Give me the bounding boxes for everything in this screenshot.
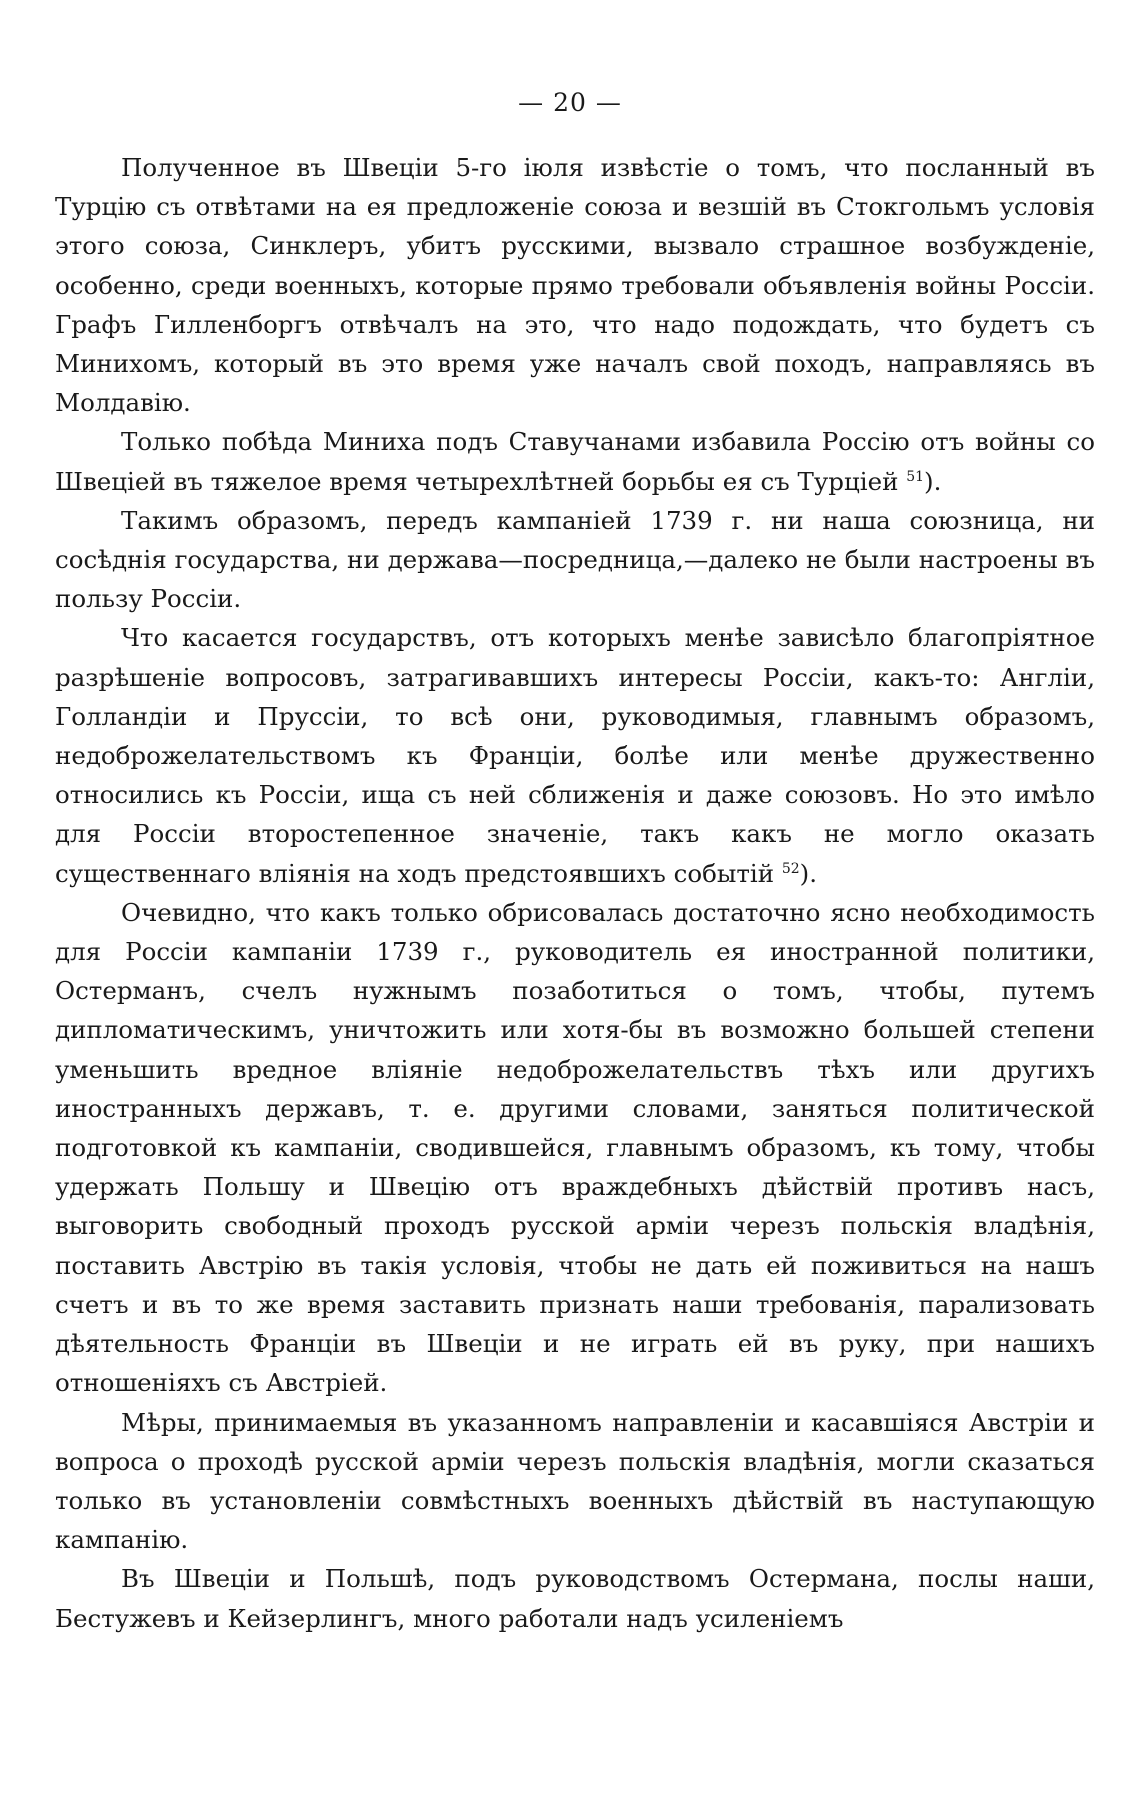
paragraph-7-text: Въ Швецiи и Польшѣ, подъ руководствомъ Остермана, послы наши, Бестужевъ и Кейзерлингъ, много работали надъ усиленiемъ <box>55 1564 1095 1633</box>
paragraph-4-text: Что касается государствъ, отъ которыхъ менѣе зависѣло благопрiятное разрѣшенiе вопросовъ, затрагивавшихъ интересы Россiи, какъ-то: Англiи, Голландiи и Пруссiи, то всѣ они, руководимыя, главнымъ образомъ, недоброжелательствомъ къ Францiи, болѣе или менѣе дружественно относились къ Россiи, ища съ ней сближенiя и даже союзовъ. Но это имѣло для Россiи второстепенное значенiе, такъ какъ не могло оказать существеннаго влiянiя на ходъ предстоявшихъ событiй <box>55 623 1095 888</box>
paragraph-4 <box>55 618 1095 892</box>
paragraph-4-tail: ). <box>799 858 818 888</box>
paragraph-3-text: Такимъ образомъ, передъ кампанiей 1739 г. ни наша союзница, ни сосѣднiя государства, ни держава—посредница,—далеко не были настроены въ пользу Россiи. <box>55 505 1095 614</box>
paragraph-6-text: Мѣры, принимаемыя въ указанномъ направленiи и касавшiяся Австрiи и вопроса о проходѣ русской армiи черезъ польскiя владѣнiя, могли сказаться только въ установленiи совмѣстныхъ военныхъ дѣйствiй въ наступающую кампанiю. <box>55 1407 1095 1555</box>
paragraph-1 <box>55 148 1095 422</box>
paragraph-2-text: Только побѣда Миниха подъ Ставучанами избавила Россiю отъ войны со Швецiей въ тяжелое время четырехлѣтней борьбы ея съ Турцiей <box>55 427 1095 496</box>
footnote-ref-52: 52 <box>781 860 800 877</box>
paragraph-6 <box>55 1403 1095 1560</box>
paragraph-1-text: Полученное въ Швецiи 5-го iюля извѣстiе о томъ, что посланный въ Турцiю съ отвѣтами на ея предложенiе союза и везшiй въ Стокгольмъ условiя этого союза, Синклеръ, убитъ русскими, вызвало страшное возбужденiе, особенно, среди военныхъ, которые прямо требовали объявленiя войны Россiи. Графъ Гилленборгъ отвѣчалъ на это, что надо подождать, что будетъ съ Минихомъ, который въ это время уже началъ свой походъ, направляясь въ Молдавiю. <box>55 153 1095 418</box>
text-body <box>55 148 1095 1638</box>
paragraph-7 <box>55 1559 1095 1637</box>
paragraph-2-tail: ). <box>924 466 942 496</box>
paragraph-3 <box>55 501 1095 619</box>
paragraph-2 <box>55 422 1095 500</box>
paragraph-5-text: Очевидно, что какъ только обрисовалась достаточно ясно необходимость для Россiи кампанiи 1739 г., руководитель ея иностранной политики, Остерманъ, счелъ нужнымъ позаботиться о томъ, чтобы, путемъ дипломатическимъ, уничтожить или хотя-бы въ возможно большей степени уменьшить вредное влiянiе недоброжелательствъ тѣхъ или другихъ иностранныхъ державъ, т. е. другими словами, заняться политической подготовкой къ кампанiи, сводившейся, главнымъ образомъ, къ тому, чтобы удержать Польшу и Швецiю отъ враждебныхъ дѣйствiй противъ насъ, выговорить свободный проходъ русской армiи черезъ польскiя владѣнiя, поставить Австрiю въ такiя условiя, чтобы не дать ей поживиться на нашъ счетъ и въ то же время заставить признать наши требованiя, парализовать дѣятельность Францiи въ Швецiи и не играть ей въ руку, при нашихъ отношенiяхъ съ Австрiей. <box>55 897 1095 1398</box>
paragraph-5 <box>55 893 1095 1403</box>
page-number: — 20 — <box>518 88 622 117</box>
footnote-ref-51: 51 <box>906 468 925 485</box>
